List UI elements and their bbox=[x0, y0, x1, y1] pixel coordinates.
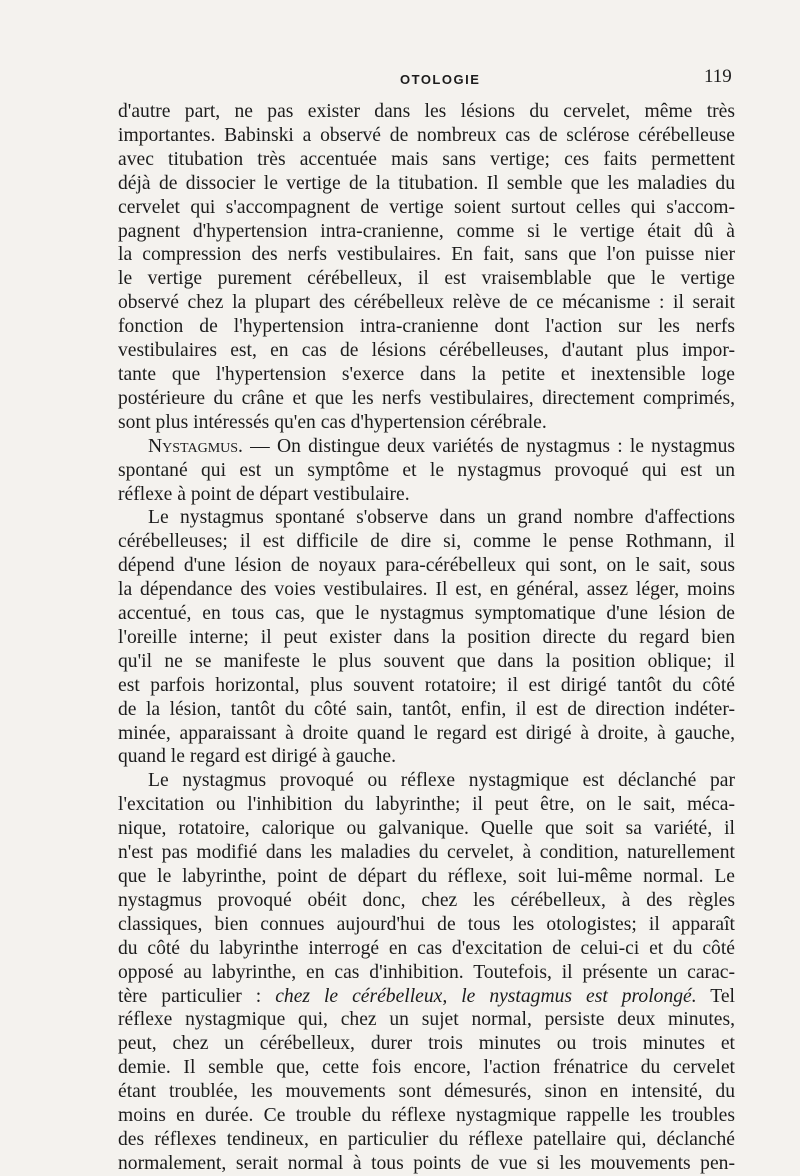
text-line: moins en durée. Ce trouble du réflexe nystagmique rappelle les troubles bbox=[118, 1105, 735, 1127]
nystagmus-paragraph-start bbox=[118, 435, 735, 459]
text-line: que le labyrinthe, point de départ du réflexe, soit lui-même normal. Le bbox=[118, 866, 735, 887]
text-line: dépend d'une lésion de noyaux para-cérébelleux qui sont, on le sait, sous bbox=[118, 555, 735, 577]
text-line: du côté du labyrinthe interrogé en cas d'excitation de celui-ci et du côté bbox=[118, 937, 735, 959]
text-line: accentué, en tous cas, que le nystagmus symptomatique d'une lésion de bbox=[118, 603, 735, 625]
text-line: d'autre part, ne pas exister dans les lésions du cervelet, même très bbox=[118, 101, 735, 122]
text-line: Le nystagmus spontané s'observe dans un grand nombre d'affections bbox=[148, 507, 735, 529]
text-line: opposé au labyrinthe, en cas d'inhibition. Toutefois, il présente un carac- bbox=[118, 961, 735, 983]
text-line: de la lésion, tantôt du côté sain, tantôt, enfin, il est de direction indéter- bbox=[118, 698, 735, 720]
text-line-italic bbox=[118, 985, 735, 1009]
body-text bbox=[118, 100, 735, 1176]
text-line: nystagmus provoqué obéit donc, chez les cérébelleux, à des règles bbox=[118, 889, 735, 911]
italic-emphasis: chez le cérébelleux, le nystagmus est prolongé. bbox=[275, 985, 697, 1007]
text-line: la compression des nerfs vestibulaires. En fait, sans que l'on puisse nier bbox=[118, 244, 735, 266]
page-number: 119 bbox=[704, 66, 732, 87]
text-line: minée, apparaissant à droite quand le regard est dirigé à droite, à gauche, bbox=[118, 722, 735, 744]
text-line: tante que l'hypertension s'exerce dans la petite et inextensible loge bbox=[118, 363, 735, 385]
text-line: des réflexes tendineux, en particulier du réflexe patellaire qui, déclanché bbox=[118, 1128, 735, 1150]
text-line: n'est pas modifié dans les maladies du cervelet, à condition, naturellement bbox=[118, 842, 735, 864]
text-line: vestibulaires est, en cas de lésions cérébelleuses, d'autant plus impor- bbox=[118, 340, 735, 362]
text-line: le vertige purement cérébelleux, il est vraisemblable que le vertige bbox=[118, 268, 735, 290]
text-line: demie. Il semble que, cette fois encore, l'action frénatrice du cervelet bbox=[118, 1057, 735, 1079]
text-fragment: tère particulier : bbox=[118, 985, 276, 1007]
text-line: avec titubation très accentuée mais sans vertige; ces faits permettent bbox=[118, 148, 735, 170]
text-line: étant troublée, les mouvements sont démesurés, sinon en intensité, du bbox=[118, 1081, 735, 1103]
section-heading-nystagmus: Nystagmus. bbox=[148, 435, 243, 457]
text-line: Le nystagmus provoqué ou réflexe nystagmique est déclanché par bbox=[148, 770, 735, 792]
text-line: cervelet qui s'accompagnent de vertige soient surtout celles qui s'accom- bbox=[118, 196, 735, 218]
text-line: postérieure du crâne et que les nerfs vestibulaires, directement comprimés, bbox=[118, 387, 735, 409]
text-line: importantes. Babinski a observé de nombreux cas de sclérose cérébelleuse bbox=[118, 124, 735, 146]
text-line: qu'il ne se manifeste le plus souvent que dans la position oblique; il bbox=[118, 650, 735, 672]
text-line: l'oreille interne; il peut exister dans la position directe du regard bien bbox=[118, 626, 735, 648]
text-line: déjà de dissocier le vertige de la titubation. Il semble que les maladies du bbox=[118, 172, 735, 194]
text-line: classiques, bien connues aujourd'hui de tous les otologistes; il apparaît bbox=[118, 913, 735, 935]
text-line: cérébelleuses; il est difficile de dire si, comme le pense Rothmann, il bbox=[118, 531, 735, 553]
text-line: l'excitation ou l'inhibition du labyrinthe; il peut être, on le sait, méca- bbox=[118, 794, 735, 816]
text-line: réflexe à point de départ vestibulaire. bbox=[118, 483, 410, 505]
text-line: fonction de l'hypertension intra-cranienne dont l'action sur les nerfs bbox=[118, 316, 735, 338]
page-header bbox=[0, 62, 800, 92]
text-line: réflexe nystagmique qui, chez un sujet normal, persiste deux minutes, bbox=[118, 1009, 735, 1031]
text-line: est parfois horizontal, plus souvent rotatoire; il est dirigé tantôt du côté bbox=[118, 674, 735, 696]
text-line: quand le regard est dirigé à gauche. bbox=[118, 746, 396, 768]
text-line: la dépendance des voies vestibulaires. Il est, en général, assez léger, moins bbox=[118, 579, 735, 601]
text-line: pagnent d'hypertension intra-cranienne, comme si le vertige était dû à bbox=[118, 220, 735, 242]
text-line: — On distingue deux variétés de nystagmus : le nystagmus bbox=[250, 435, 735, 457]
text-line: nique, rotatoire, calorique ou galvanique. Quelle que soit sa variété, il bbox=[118, 818, 735, 840]
text-line: observé chez la plupart des cérébelleux relève de ce mécanisme : il serait bbox=[118, 292, 735, 314]
text-line: peut, chez un cérébelleux, durer trois minutes ou trois minutes et bbox=[118, 1033, 735, 1055]
running-title: OTOLOGIE bbox=[400, 72, 481, 87]
text-line: normalement, serait normal à tous points de vue si les mouvements pen- bbox=[118, 1152, 735, 1174]
text-fragment: Tel bbox=[696, 985, 736, 1007]
text-line: sont plus intéressés qu'en cas d'hypertension cérébrale. bbox=[118, 411, 547, 433]
text-line: spontané qui est un symptôme et le nystagmus provoqué qui est un bbox=[118, 459, 735, 481]
